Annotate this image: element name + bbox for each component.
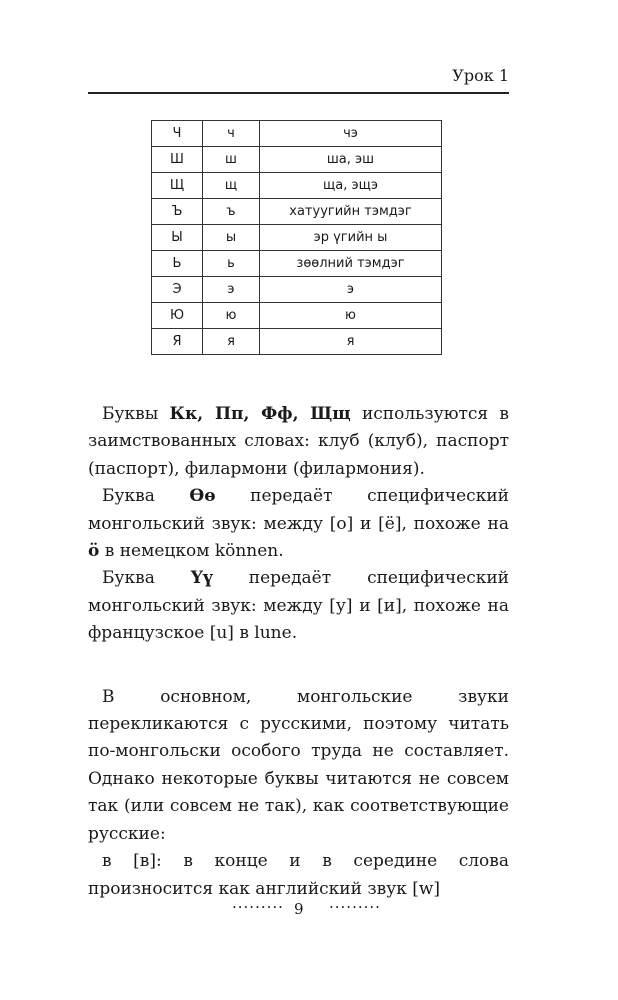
uppercase-letter-cell: Ъ <box>152 199 203 225</box>
letter-name-cell: ша, эш <box>260 147 442 173</box>
paragraph-letter-oe: Буква Өө передаёт специфический монгольский звук: между [о] и [ё], похоже на ö в немецком können. <box>88 486 509 562</box>
lowercase-letter-cell: э <box>203 277 260 303</box>
uppercase-letter-cell: Ч <box>152 121 203 147</box>
paragraph-letter-ue: Буква Үү передаёт специфический монгольский звук: между [у] и [и], похоже на французское [u] в lune. <box>88 568 509 644</box>
table-row <box>152 277 442 303</box>
bold-o-umlaut: ö <box>88 541 100 562</box>
lowercase-letter-cell: ю <box>203 303 260 329</box>
bold-letter-oe: Өө <box>189 486 216 507</box>
letter-name-cell: ю <box>260 303 442 329</box>
uppercase-letter-cell: Ю <box>152 303 203 329</box>
paragraph-borrowed-letters: Буквы Кк, Пп, Фф, Щщ используются в заимствованных словах: клуб (клуб), паспорт (паспорт), филармони (филармония). <box>88 404 509 479</box>
letter-name-cell: э <box>260 277 442 303</box>
uppercase-letter-cell: Э <box>152 277 203 303</box>
table-row <box>152 303 442 329</box>
lowercase-letter-cell: ь <box>203 251 260 277</box>
uppercase-letter-cell: Ь <box>152 251 203 277</box>
letter-name-cell: я <box>260 329 442 355</box>
uppercase-letter-cell: Я <box>152 329 203 355</box>
paragraph-pronunciation-intro: В основном, монгольские звуки перекликаются с русскими, поэтому читать по-монгольски особого труда не составляет. Однако некоторые буквы читаются не совсем так (или совсем не так), как соответствующие русские: <box>88 686 509 844</box>
letter-name-cell: хатуугийн тэмдэг <box>260 199 442 225</box>
bold-letter-ue: Үү <box>190 568 213 589</box>
page-number: 9 <box>294 900 304 918</box>
table-row <box>152 121 442 147</box>
footer-dots-left: ········· <box>232 898 284 916</box>
lowercase-letter-cell: ы <box>203 225 260 251</box>
uppercase-letter-cell: Щ <box>152 173 203 199</box>
table-row <box>152 251 442 277</box>
table-row <box>152 225 442 251</box>
bold-letters: Кк, Пп, Фф, Щщ <box>169 404 351 424</box>
table-row <box>152 173 442 199</box>
letter-name-cell: чэ <box>260 121 442 147</box>
letter-name-cell: ща, эщэ <box>260 173 442 199</box>
body-text <box>88 401 509 903</box>
lowercase-letter-cell: ъ <box>203 199 260 225</box>
uppercase-letter-cell: Ы <box>152 225 203 251</box>
page-header <box>88 66 509 94</box>
lowercase-letter-cell: ч <box>203 121 260 147</box>
lowercase-letter-cell: щ <box>203 173 260 199</box>
letter-name-cell: зөөлний тэмдэг <box>260 251 442 277</box>
uppercase-letter-cell: Ш <box>152 147 203 173</box>
table-row <box>152 147 442 173</box>
paragraph-letter-v: в [в]: в конце и в середине слова произносится как английский звук [w] <box>88 851 509 899</box>
footer-dots-right: ········· <box>329 898 381 916</box>
lowercase-letter-cell: я <box>203 329 260 355</box>
table-row <box>152 329 442 355</box>
table-row <box>152 199 442 225</box>
lowercase-letter-cell: ш <box>203 147 260 173</box>
lesson-title: Урок 1 <box>452 66 509 85</box>
letter-name-cell: эр үгийн ы <box>260 225 442 251</box>
alphabet-table <box>151 120 442 355</box>
